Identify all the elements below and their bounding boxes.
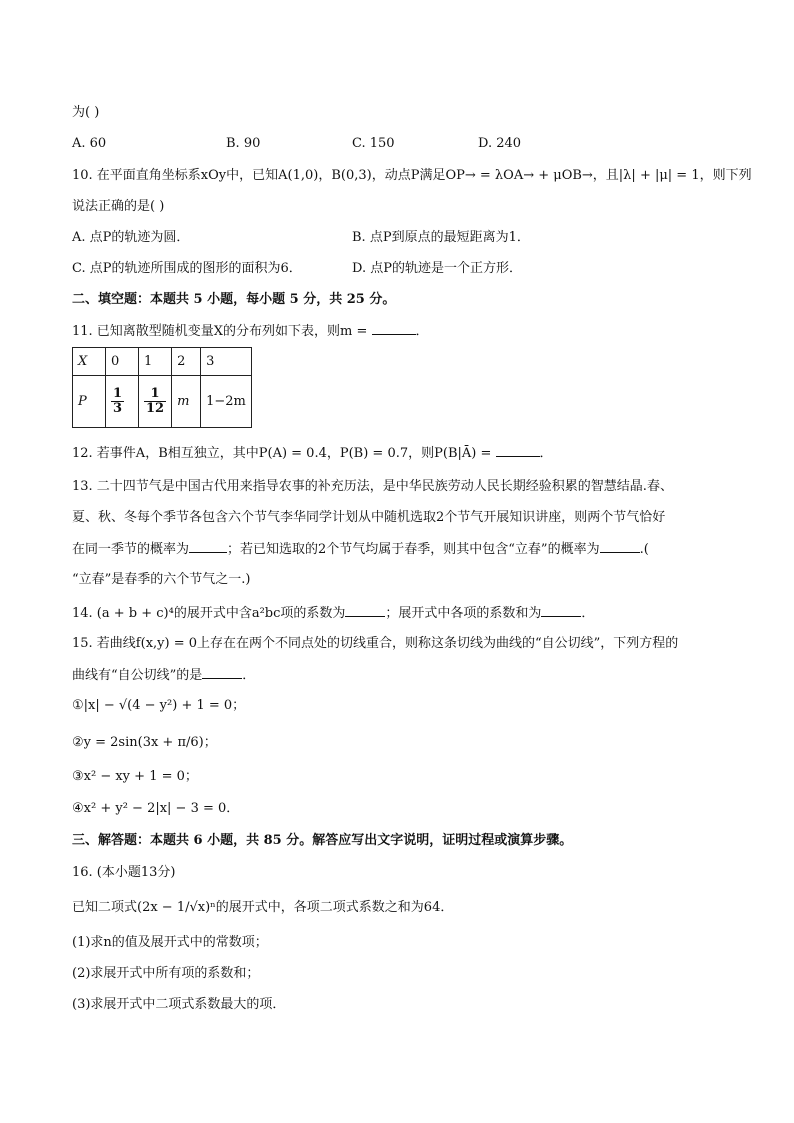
q14-text-a: 14. (a + b + c)⁴的展开式中含a²bc项的系数为 [72,606,346,621]
q12-end: ． [539,446,553,461]
fraction-denominator: 3 [113,401,123,416]
q9-option-c: C. 150 [352,136,395,151]
table-cell: 1−2m [201,376,252,428]
q11-text: 11. 已知离散型随机变量X的分布列如下表，则m = [72,324,372,339]
fraction [144,387,166,416]
q10-option-b: B. 点P到原点的最短距离为1． [352,230,530,245]
q15-text: 曲线有“自公切线”的是 [72,668,203,683]
q16-part-3: (3)求展开式中二项式系数最大的项． [72,997,286,1012]
table-row [73,348,252,376]
q14-answer-blank-1 [345,604,385,617]
q10-option-a: A. 点P的轨迹为圆． [72,230,190,245]
q13-answer-blank-2 [600,540,640,553]
section-2-heading: 二、填空题：本题共 5 小题，每小题 5 分，共 25 分。 [72,292,396,307]
q12-stem [72,444,553,463]
table-cell: 0 [106,348,139,376]
q9-option-b: B. 90 [226,136,261,151]
q15-item-3: ③x² − xy + 1 = 0； [72,769,198,784]
q13-line-2: 夏、秋、冬每个季节各包含六个节气李华同学计划从中随机选取2个节气开展知识讲座，则两个节气恰好 [72,510,666,525]
q14-text-b: ；展开式中各项的系数和为 [385,606,542,621]
table-cell: 1 [139,348,172,376]
q15-end: ． [242,668,256,683]
table-cell: m [172,376,201,428]
q9-tail: 为( ) [72,105,100,120]
q15-item-1: ①|x| − √(4 − y²) + 1 = 0； [72,698,246,713]
q13-line-3 [72,540,649,559]
table-cell: 2 [172,348,201,376]
q16-heading: 16. (本小题13分) [72,865,176,880]
table-cell [139,376,172,428]
q16-part-2: (2)求展开式中所有项的系数和； [72,966,260,981]
table-cell: X [73,348,106,376]
q14-answer-blank-2 [541,604,581,617]
table-cell: P [73,376,106,428]
q9-option-a: A. 60 [72,136,107,151]
q10-option-c: C. 点P的轨迹所围成的图形的面积为6． [72,261,302,276]
q16-part-1: (1)求n的值及展开式中的常数项； [72,935,268,950]
q13-line-4: “立春”是春季的六个节气之一.) [72,572,251,587]
fraction-numerator: 1 [113,386,123,401]
q13-text-c: .( [639,542,649,557]
table-cell: 3 [201,348,252,376]
q10-option-d: D. 点P的轨迹是一个正方形． [352,261,522,276]
q13-text-a: 在同一季节的概率为 [72,542,190,557]
q13-line-1: 13. 二十四节气是中国古代用来指导农事的补充历法，是中华民族劳动人民长期经验积累的智慧结晶.春、 [72,479,673,494]
q15-item-4: ④x² + y² − 2|x| − 3 = 0． [72,801,240,816]
q15-line-2 [72,666,255,685]
q11-stem [72,322,429,341]
q12-text: 12. 若事件A，B相互独立，其中P(A) = 0.4，P(B) = 0.7，则P(B|Ā) = [72,446,496,461]
q14-stem [72,604,594,623]
q14-text-c: ． [581,606,595,621]
q12-answer-blank [496,444,540,457]
q15-item-2: ②y = 2sin(3x + π/6)； [72,735,217,750]
q10-line-2: 说法正确的是( ) [72,199,165,214]
q9-option-d: D. 240 [478,136,522,151]
table-row [73,376,252,428]
q15-answer-blank [202,666,242,679]
fraction-numerator: 1 [144,387,166,402]
section-3-heading: 三、解答题：本题共 6 小题，共 85 分。解答应写出文字说明，证明过程或演算步骤。 [72,833,573,848]
q11-answer-blank [372,322,416,335]
distribution-table [72,347,252,428]
q11-end: ． [415,324,429,339]
fraction-denominator: 12 [146,401,165,416]
q16-stem: 已知二项式(2x − 1/√x)ⁿ的展开式中，各项二项式系数之和为64． [72,900,454,915]
q13-answer-blank-1 [189,540,227,553]
q10-line-1: 10. 在平面直角坐标系xOy中，已知A(1,0)，B(0,3)，动点P满足OP→ = λOA→ + μOB→，且|λ| + |μ| = 1，则下列 [72,168,752,183]
q13-text-b: ；若已知选取的2个节气均属于春季，则其中包含“立春”的概率为 [227,542,600,557]
table-cell [106,376,139,428]
q15-line-1: 15. 若曲线f(x,y) = 0上存在在两个不同点处的切线重合，则称这条切线为曲线的“自公切线”，下列方程的 [72,636,679,651]
fraction [111,387,124,416]
